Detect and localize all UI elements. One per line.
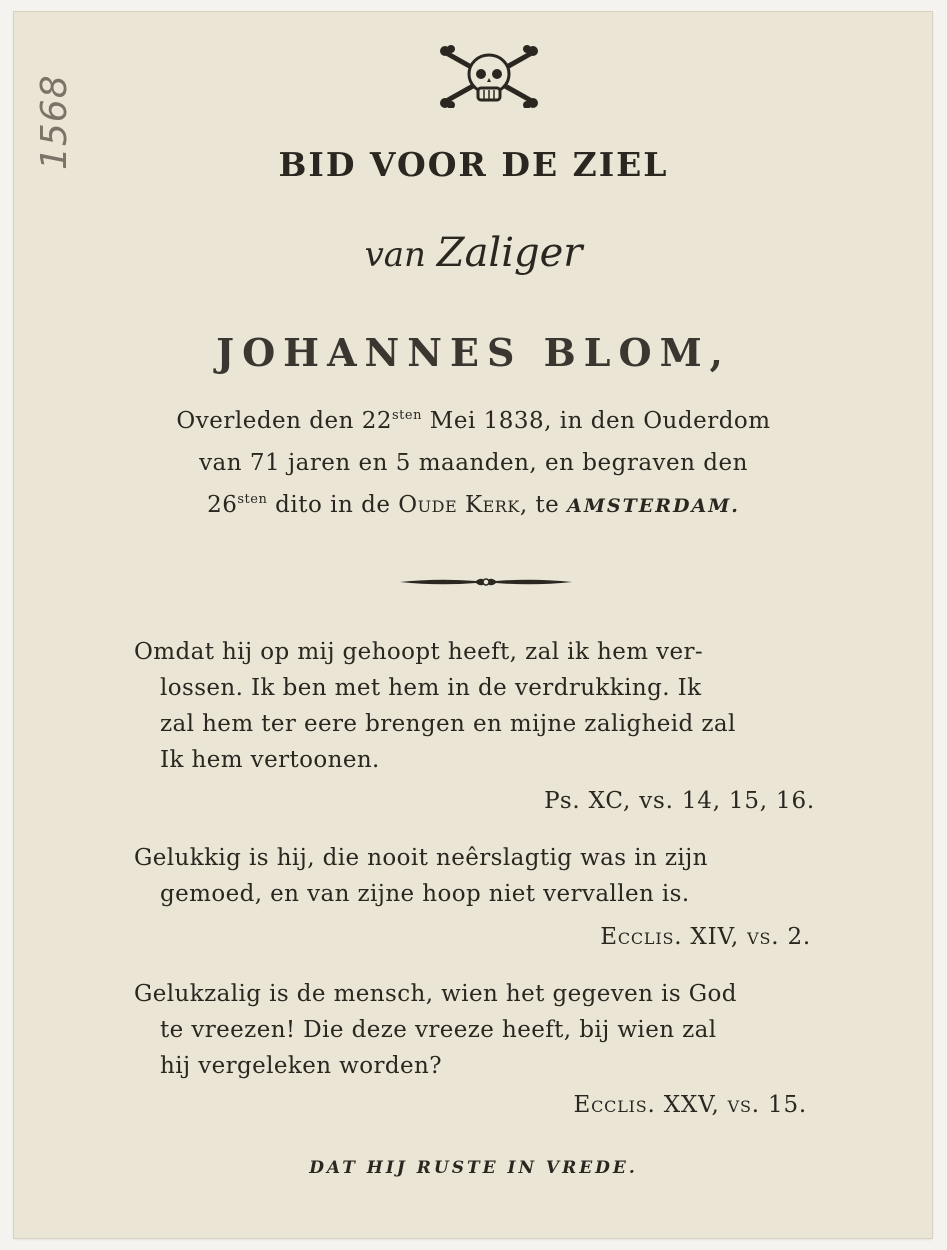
verse-2-reference: Ecclis. XIV, vs. 2. [600, 924, 811, 950]
verse-line: Gelukkig is hij, die nooit neêrslagtig was in zijn [134, 845, 708, 871]
verse-line: zal hem ter eere brengen en mijne zaligheid zal [160, 711, 736, 737]
van-zaliger-line [0, 230, 947, 276]
ordinal-suffix: sten [392, 408, 422, 423]
verse-line: Gelukzalig is de mensch, wien het gegeven is God [134, 981, 737, 1007]
verse-line: te vreezen! Die deze vreeze heeft, bij wien zal [160, 1017, 717, 1043]
burial-day: 26 [207, 492, 238, 518]
death-info-line-3 [0, 492, 947, 518]
verse-line: hij vergeleken worden? [160, 1053, 442, 1079]
ordinal-suffix: sten [237, 492, 268, 507]
burial-text: dito in de [267, 492, 399, 518]
verse-line: Ik hem vertoonen. [160, 747, 380, 773]
van-word: van [364, 235, 426, 275]
verse-line: Omdat hij op mij gehoopt heeft, zal ik hem ver- [134, 639, 704, 665]
ornamental-divider [398, 572, 574, 592]
verse-2 [134, 840, 824, 912]
archive-number: 1568 [34, 74, 75, 170]
closing-line: DAT HIJ RUSTE IN VREDE. [309, 1158, 638, 1178]
verse-3 [134, 976, 824, 1084]
death-info-line-1 [0, 408, 947, 434]
verse-1 [134, 634, 824, 778]
age-text: Mei 1838, in den Ouderdom [421, 408, 771, 434]
verse-line: lossen. Ik ben met hem in de verdrukking. Ik [160, 675, 702, 701]
card-title: BID VOOR DE ZIEL [278, 145, 669, 184]
church-name: Oude Kerk [398, 492, 520, 518]
death-date-text: Overleden den 22 [176, 408, 392, 434]
burial-text-te: , te [519, 492, 568, 518]
deceased-name: JOHANNES BLOM, [216, 330, 731, 375]
death-info-line-2: van 71 jaren en 5 maanden, en begraven den [199, 450, 748, 476]
zaliger-word: Zaliger [436, 230, 583, 276]
skull-crossbones-icon [438, 44, 540, 108]
verse-3-reference: Ecclis. XXV, vs. 15. [573, 1092, 807, 1118]
verse-1-reference: Ps. XC, vs. 14, 15, 16. [544, 788, 815, 814]
city-name: AMSTERDAM. [567, 495, 740, 517]
verse-line: gemoed, en van zijne hoop niet vervallen is. [160, 881, 690, 907]
